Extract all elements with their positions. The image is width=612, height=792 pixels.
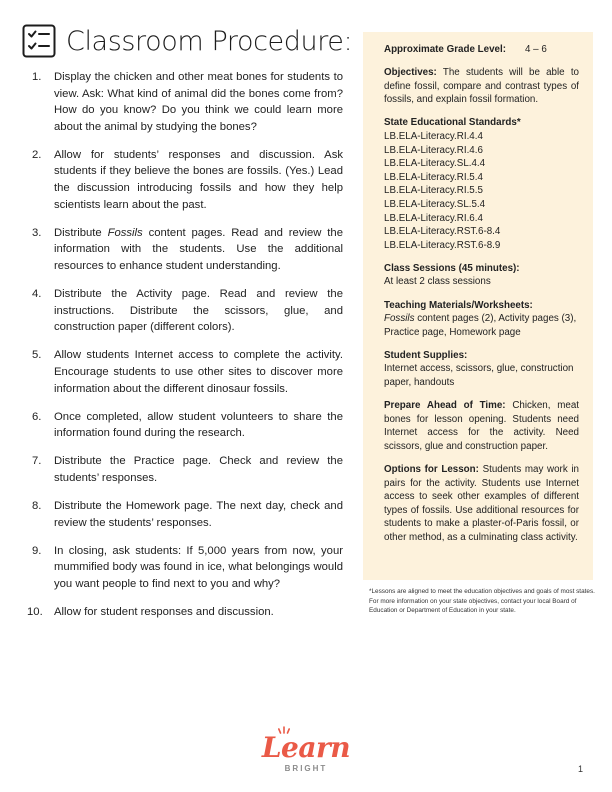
objectives-label: Objectives: bbox=[384, 67, 437, 79]
teaching-materials-emphasis: Fossils bbox=[384, 313, 415, 325]
logo-subtitle: BRIGHT bbox=[284, 764, 328, 773]
step-number: 6. bbox=[32, 410, 42, 423]
page-title: Classroom Procedure: bbox=[66, 25, 353, 57]
student-supplies-text: Internet access, scissors, glue, construction paper, handouts bbox=[384, 363, 574, 388]
step-number: 8. bbox=[32, 499, 42, 512]
lesson-options-text: Students may work in pairs for the activity. Students use Internet access to seek other examples of different types of fossils. Use additional resources for students to make a plaster-of-Paris fossil, or other method, as a culminating class activity. bbox=[384, 463, 579, 543]
standard-item: LB.ELA-Literacy.RST.6-8.9 bbox=[384, 239, 501, 251]
procedure-step bbox=[32, 286, 343, 336]
step-text: Distribute the Practice page. Check and review the students’ responses. bbox=[54, 455, 343, 484]
class-sessions-label: Class Sessions (45 minutes): bbox=[384, 262, 520, 274]
page-header bbox=[22, 24, 352, 58]
standard-item: LB.ELA-Literacy.RI.4.4 bbox=[384, 130, 483, 142]
procedure-step bbox=[32, 225, 343, 275]
step-text: Allow students Internet access to complete the activity. Encourage students to use other sites to discover more information about the different dinosaur fossils. bbox=[54, 349, 343, 395]
prepare-ahead-text: Chicken, meat bones for lesson opening. Students need Internet access for the activity. Need scissors, glue and construction paper. bbox=[384, 400, 579, 452]
objectives bbox=[384, 66, 579, 107]
logo-wordmark: Learn bbox=[261, 731, 351, 764]
step-text: Allow for students’ responses and discussion. Ask students if they believe the bones are fossils. (Yes.) Lead the discussion introducing fossils and how they help scientists learn about the past. bbox=[54, 148, 343, 211]
lesson-options bbox=[384, 463, 579, 545]
standard-item: LB.ELA-Literacy.SL.5.4 bbox=[384, 198, 486, 210]
step-text: In closing, ask students: If 5,000 years from now, your mummified body was found in ice, what belongings would you want people to find next to you and why? bbox=[54, 544, 343, 590]
prepare-ahead bbox=[384, 399, 579, 453]
grade-level bbox=[384, 43, 579, 57]
student-supplies-label: Student Supplies: bbox=[384, 349, 468, 361]
procedure-step bbox=[32, 453, 343, 486]
step-text-post: content pages. Read and review the information with the students. Use the additional resources to enhance student understanding. bbox=[54, 226, 343, 272]
step-number: 5. bbox=[32, 349, 42, 362]
standard-item: LB.ELA-Literacy.RST.6-8.4 bbox=[384, 226, 501, 238]
procedure-step bbox=[32, 543, 343, 593]
standards-footnote: *Lessons are aligned to meet the education objectives and goals of most states. For more information on your state objectives, contact your local Board of Education or Department of Education in your state. bbox=[369, 588, 595, 615]
step-text-emphasis: Fossils bbox=[107, 226, 143, 239]
step-number: 9. bbox=[32, 544, 42, 557]
procedure-step bbox=[32, 147, 343, 213]
teaching-materials-text: content pages (2), Activity pages (3), Practice page, Homework page bbox=[384, 313, 577, 338]
procedure-step bbox=[32, 498, 343, 531]
step-text: Distribute the Activity page. Read and review the instructions. Distribute the scissors, glue, and construction paper (different colors). bbox=[54, 288, 343, 334]
step-text-pre: Distribute bbox=[54, 226, 108, 239]
teaching-materials bbox=[384, 299, 579, 340]
page-number: 1 bbox=[578, 764, 584, 774]
step-text: Display the chicken and other meat bones for students to view. Ask: What kind of animal did the bones come from? How do you know? Do you think we could learn more about the animal by studying the bones? bbox=[54, 71, 343, 133]
learn-bright-logo bbox=[258, 724, 354, 778]
prepare-ahead-label: Prepare Ahead of Time: bbox=[384, 400, 506, 412]
standards bbox=[384, 116, 579, 252]
class-sessions bbox=[384, 262, 579, 289]
teaching-materials-label: Teaching Materials/Worksheets: bbox=[384, 299, 533, 311]
standard-item: LB.ELA-Literacy.RI.5.5 bbox=[384, 185, 483, 197]
lesson-info-sidebar bbox=[363, 32, 593, 580]
step-text: Allow for student responses and discussion. bbox=[54, 605, 274, 618]
standards-label: State Educational Standards* bbox=[384, 117, 521, 129]
grade-level-value: 4 – 6 bbox=[525, 44, 547, 55]
step-number: 3. bbox=[32, 226, 42, 239]
checklist-icon bbox=[22, 24, 56, 58]
step-text: Distribute the Homework page. The next day, check and review the students’ responses. bbox=[54, 499, 343, 529]
step-number: 10. bbox=[27, 605, 43, 618]
procedure-step bbox=[27, 604, 343, 621]
procedure-step bbox=[32, 409, 343, 442]
lesson-options-label: Options for Lesson: bbox=[384, 463, 479, 475]
standard-item: LB.ELA-Literacy.RI.5.4 bbox=[384, 171, 483, 183]
procedure-step bbox=[32, 69, 343, 135]
standard-item: LB.ELA-Literacy.RI.4.6 bbox=[384, 144, 483, 156]
procedure-list bbox=[27, 69, 343, 632]
step-text: Once completed, allow student volunteers to share the information found during the research. bbox=[54, 410, 343, 440]
procedure-step bbox=[32, 347, 343, 397]
step-number: 2. bbox=[32, 148, 42, 161]
step-number: 4. bbox=[32, 288, 42, 301]
standard-item: LB.ELA-Literacy.SL.4.4 bbox=[384, 158, 486, 170]
objectives-text: The students will be able to define fossil, compare and contrast types of fossils, and explain fossil formation. bbox=[384, 67, 579, 106]
standard-item: LB.ELA-Literacy.RI.6.4 bbox=[384, 212, 483, 224]
step-number: 1. bbox=[32, 71, 42, 83]
step-number: 7. bbox=[32, 455, 42, 468]
grade-level-label: Approximate Grade Level: bbox=[384, 44, 506, 55]
class-sessions-text: At least 2 class sessions bbox=[384, 276, 491, 288]
student-supplies bbox=[384, 349, 579, 390]
